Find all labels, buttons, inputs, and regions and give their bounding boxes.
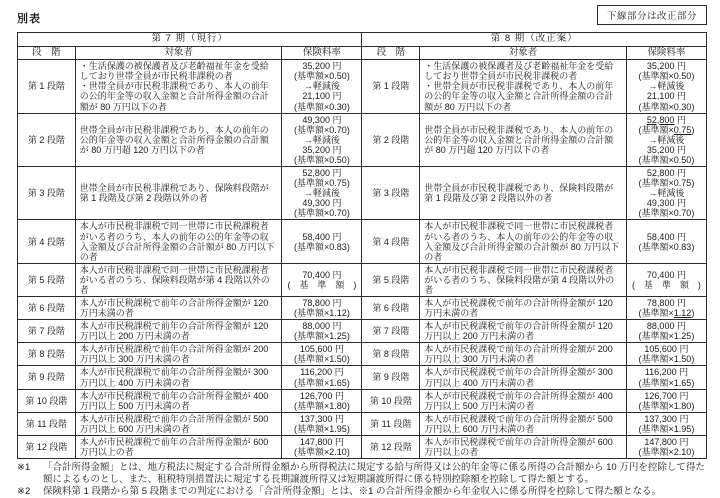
target-cell-p7: 本人が市民税課税で前年の合計所得金額が 200 万円以上 300 万円未満の者 — [75, 343, 282, 366]
stage-cell-p8: 第 11 段階 — [362, 412, 420, 435]
stage-cell-p8: 第 9 段階 — [362, 366, 420, 389]
page-title: 別表 — [17, 13, 41, 25]
rate-cell-p8: 126,700 円 (基準額×1.80) — [626, 389, 706, 412]
target-cell-p7: 本人が市民税課税で前年の合計所得金額が 120 万円未満の者 — [75, 296, 282, 319]
footnote-1 — [17, 462, 707, 485]
p8-stage-header: 段 階 — [362, 46, 420, 60]
rate-cell-p7: 105,600 円 (基準額×1.50) — [282, 343, 362, 366]
stage-cell-p7: 第 8 段階 — [18, 343, 76, 366]
stage-cell-p8: 第 4 段階 — [362, 220, 420, 263]
table-row — [18, 263, 707, 296]
target-cell-p8: 世帯全員が市民税非課税であり、本人の前年の公的年金等の収入金額と合計所得金額の合計額が 80 万円超 120 万円以下の者 — [420, 113, 627, 166]
rate-cell-p7: 52,800 円 (基準額×0.75) →軽減後 49,300 円 (基準額×0.70) — [282, 167, 362, 220]
rate-cell-p7: 58,400 円 (基準額×0.83) — [282, 220, 362, 263]
table-row — [18, 296, 707, 319]
stage-cell-p7: 第 3 段階 — [18, 167, 76, 220]
rate-cell-p8: 52,800 円 (基準額×0.75) →軽減後 35,200 円 (基準額×0.50) — [626, 113, 706, 166]
target-cell-p7: 本人が市民税課税で前年の合計所得金額が 500 万円以上 600 万円未満の者 — [75, 412, 282, 435]
target-cell-p8: 本人が市民税課税で前年の合計所得金額が 120 万円未満の者 — [420, 296, 627, 319]
table-row — [18, 167, 707, 220]
stage-cell-p7: 第 2 段階 — [18, 113, 76, 166]
p8-rate-header: 保険料率 — [626, 46, 706, 60]
rate-cell-p8: 116,200 円 (基準額×1.65) — [626, 366, 706, 389]
target-cell-p8: ・生活保護の被保護者及び老齢福祉年金を受給しており世帯全員が市民税非課税の者 ・世帯全員が市民税非課税であり、本人の前年の公的年金等の収入金額と合計所得金額の合計額が 80 万円以下の者 — [420, 60, 627, 113]
rate-cell-p8: 58,400 円 (基準額×0.83) — [626, 220, 706, 263]
target-cell-p8: 本人が市民税非課税で同一世帯に市民税課税者がいる者のうち、保険料段階が第 4 段階以外の者 — [420, 263, 627, 296]
target-cell-p8: 本人が市民税課税で前年の合計所得金額が 200 万円以上 300 万円未満の者 — [420, 343, 627, 366]
target-cell-p8: 本人が市民税課税で前年の合計所得金額が 600 万円以上の者 — [420, 435, 627, 458]
rate-cell-p7: 49,300 円 (基準額×0.70) →軽減後 35,200 円 (基準額×0.50) — [282, 113, 362, 166]
stage-cell-p8: 第 10 段階 — [362, 389, 420, 412]
target-cell-p8: 本人が市民税課税で前年の合計所得金額が 300 万円以上 400 万円未満の者 — [420, 366, 627, 389]
rate-cell-p7: 88,000 円 (基準額×1.25) — [282, 320, 362, 343]
rate-cell-p7: 70,400 円 ( 基 準 額 ) — [282, 263, 362, 296]
revision-note-box: 下線部分は改正部分 — [597, 5, 707, 25]
rate-cell-p7: 147,800 円 (基準額×2.10) — [282, 435, 362, 458]
target-cell-p7: 本人が市民税課税で前年の合計所得金額が 400 万円以上 500 万円未満の者 — [75, 389, 282, 412]
period-header-row — [18, 33, 707, 47]
rate-cell-p8: 35,200 円 (基準額×0.50) →軽減後 21,100 円 (基準額×0.30) — [626, 60, 706, 113]
footnote-2-marker: ※2 — [17, 486, 31, 498]
rate-cell-p8: 88,000 円 (基準額×1.25) — [626, 320, 706, 343]
stage-cell-p7: 第 11 段階 — [18, 412, 76, 435]
table-row — [18, 366, 707, 389]
rate-cell-p7: 78,800 円 (基準額×1.12) — [282, 296, 362, 319]
rate-cell-p8: 105,600 円 (基準額×1.50) — [626, 343, 706, 366]
target-cell-p7: ・生活保護の被保護者及び老齢福祉年金を受給しており世帯全員が市民税非課税の者 ・世帯全員が市民税非課税であり、本人の前年の公的年金等の収入金額と合計所得金額の合計額が 80 万円以下の者 — [75, 60, 282, 113]
table-row — [18, 343, 707, 366]
target-cell-p8: 本人が市民税非課税で同一世帯に市民税課税者がいる者のうち、本人の前年の公的年金等の収入金額及び合計所得金額の合計額が 80 万円以下の者 — [420, 220, 627, 263]
target-cell-p8: 本人が市民税課税で前年の合計所得金額が 500 万円以上 600 万円未満の者 — [420, 412, 627, 435]
target-cell-p7: 本人が市民税非課税で同一世帯に市民税課税者がいる者のうち、本人の前年の公的年金等の収入金額及び合計所得金額の合計額が 80 万円以下の者 — [75, 220, 282, 263]
target-cell-p7: 本人が市民税課税で前年の合計所得金額が 120 万円以上 200 万円未満の者 — [75, 320, 282, 343]
target-cell-p8: 世帯全員が市民税非課税であり、保険料段階が第 1 段階及び第 2 段階以外の者 — [420, 167, 627, 220]
target-cell-p7: 世帯全員が市民税非課税であり、保険料段階が第 1 段階及び第 2 段階以外の者 — [75, 167, 282, 220]
footnote-1-text: 「合計所得金額」とは、地方税法に規定する合計所得金額から所得税法に規定する給与所得又は公的年金等に係る所得の合計額から 10 万円を控除して得た額によるものとし、また、租税特別措置法に規定する長期譲渡所得又は短期譲渡所得に係る特別控除額を控除して得た額とする。 — [43, 462, 705, 485]
rate-cell-p7: 116,200 円 (基準額×1.65) — [282, 366, 362, 389]
stage-cell-p7: 第 9 段階 — [18, 366, 76, 389]
table-row — [18, 113, 707, 166]
target-cell-p7: 世帯全員が市民税非課税であり、本人の前年の公的年金等の収入金額と合計所得金額の合計額が 80 万円超 120 万円以下の者 — [75, 113, 282, 166]
premium-rate-table — [17, 32, 707, 459]
stage-cell-p7: 第 1 段階 — [18, 60, 76, 113]
p7-target-header: 対象者 — [75, 46, 282, 60]
rate-cell-p7: 137,300 円 (基準額×1.95) — [282, 412, 362, 435]
footnotes — [17, 462, 707, 498]
footnote-2 — [17, 486, 707, 498]
footnote-1-marker: ※1 — [17, 462, 31, 474]
table-row — [18, 412, 707, 435]
table-row — [18, 60, 707, 113]
rate-cell-p7: 126,700 円 (基準額×1.80) — [282, 389, 362, 412]
stage-cell-p8: 第 2 段階 — [362, 113, 420, 166]
target-cell-p8: 本人が市民税課税で前年の合計所得金額が 400 万円以上 500 万円未満の者 — [420, 389, 627, 412]
target-cell-p7: 本人が市民税課税で前年の合計所得金額が 300 万円以上 400 万円未満の者 — [75, 366, 282, 389]
page-header — [17, 4, 707, 30]
stage-cell-p7: 第 6 段階 — [18, 296, 76, 319]
stage-cell-p8: 第 8 段階 — [362, 343, 420, 366]
stage-cell-p7: 第 7 段階 — [18, 320, 76, 343]
table-row — [18, 220, 707, 263]
rate-cell-p8: 78,800 円 (基準額×1.12) — [626, 296, 706, 319]
rate-cell-p8: 147,800 円 (基準額×2.10) — [626, 435, 706, 458]
stage-cell-p7: 第 10 段階 — [18, 389, 76, 412]
stage-cell-p8: 第 12 段階 — [362, 435, 420, 458]
rate-cell-p8: 52,800 円 (基準額×0.75) →軽減後 49,300 円 (基準額×0.70) — [626, 167, 706, 220]
stage-cell-p7: 第 12 段階 — [18, 435, 76, 458]
stage-cell-p8: 第 5 段階 — [362, 263, 420, 296]
target-cell-p7: 本人が市民税課税で前年の合計所得金額が 600 万円以上の者 — [75, 435, 282, 458]
stage-cell-p8: 第 1 段階 — [362, 60, 420, 113]
stage-cell-p8: 第 6 段階 — [362, 296, 420, 319]
table-row — [18, 320, 707, 343]
stage-cell-p8: 第 7 段階 — [362, 320, 420, 343]
stage-cell-p7: 第 4 段階 — [18, 220, 76, 263]
table-row — [18, 389, 707, 412]
p8-target-header: 対象者 — [420, 46, 627, 60]
rate-cell-p8: 70,400 円 ( 基 準 額 ) — [626, 263, 706, 296]
p7-stage-header: 段 階 — [18, 46, 76, 60]
table-body — [18, 60, 707, 459]
period7-title: 第 7 期（現行） — [18, 33, 362, 47]
stage-cell-p8: 第 3 段階 — [362, 167, 420, 220]
target-cell-p8: 本人が市民税課税で前年の合計所得金額が 120 万円以上 200 万円未満の者 — [420, 320, 627, 343]
stage-cell-p7: 第 5 段階 — [18, 263, 76, 296]
table-row — [18, 435, 707, 458]
rate-cell-p8: 137,300 円 (基準額×1.95) — [626, 412, 706, 435]
column-header-row — [18, 46, 707, 60]
target-cell-p7: 本人が市民税非課税で同一世帯に市民税課税者がいる者のうち、保険料段階が第 4 段階以外の者 — [75, 263, 282, 296]
rate-cell-p7: 35,200 円 (基準額×0.50) →軽減後 21,100 円 (基準額×0.30) — [282, 60, 362, 113]
period8-title: 第 8 期（改正案） — [362, 33, 707, 47]
footnote-2-text: 保険料第 1 段階から第 5 段階までの判定における「合計所得金額」とは、※1 の合計所得金額から年金収入に係る所得を控除して得た額となる。 — [43, 486, 662, 498]
p7-rate-header: 保険料率 — [282, 46, 362, 60]
